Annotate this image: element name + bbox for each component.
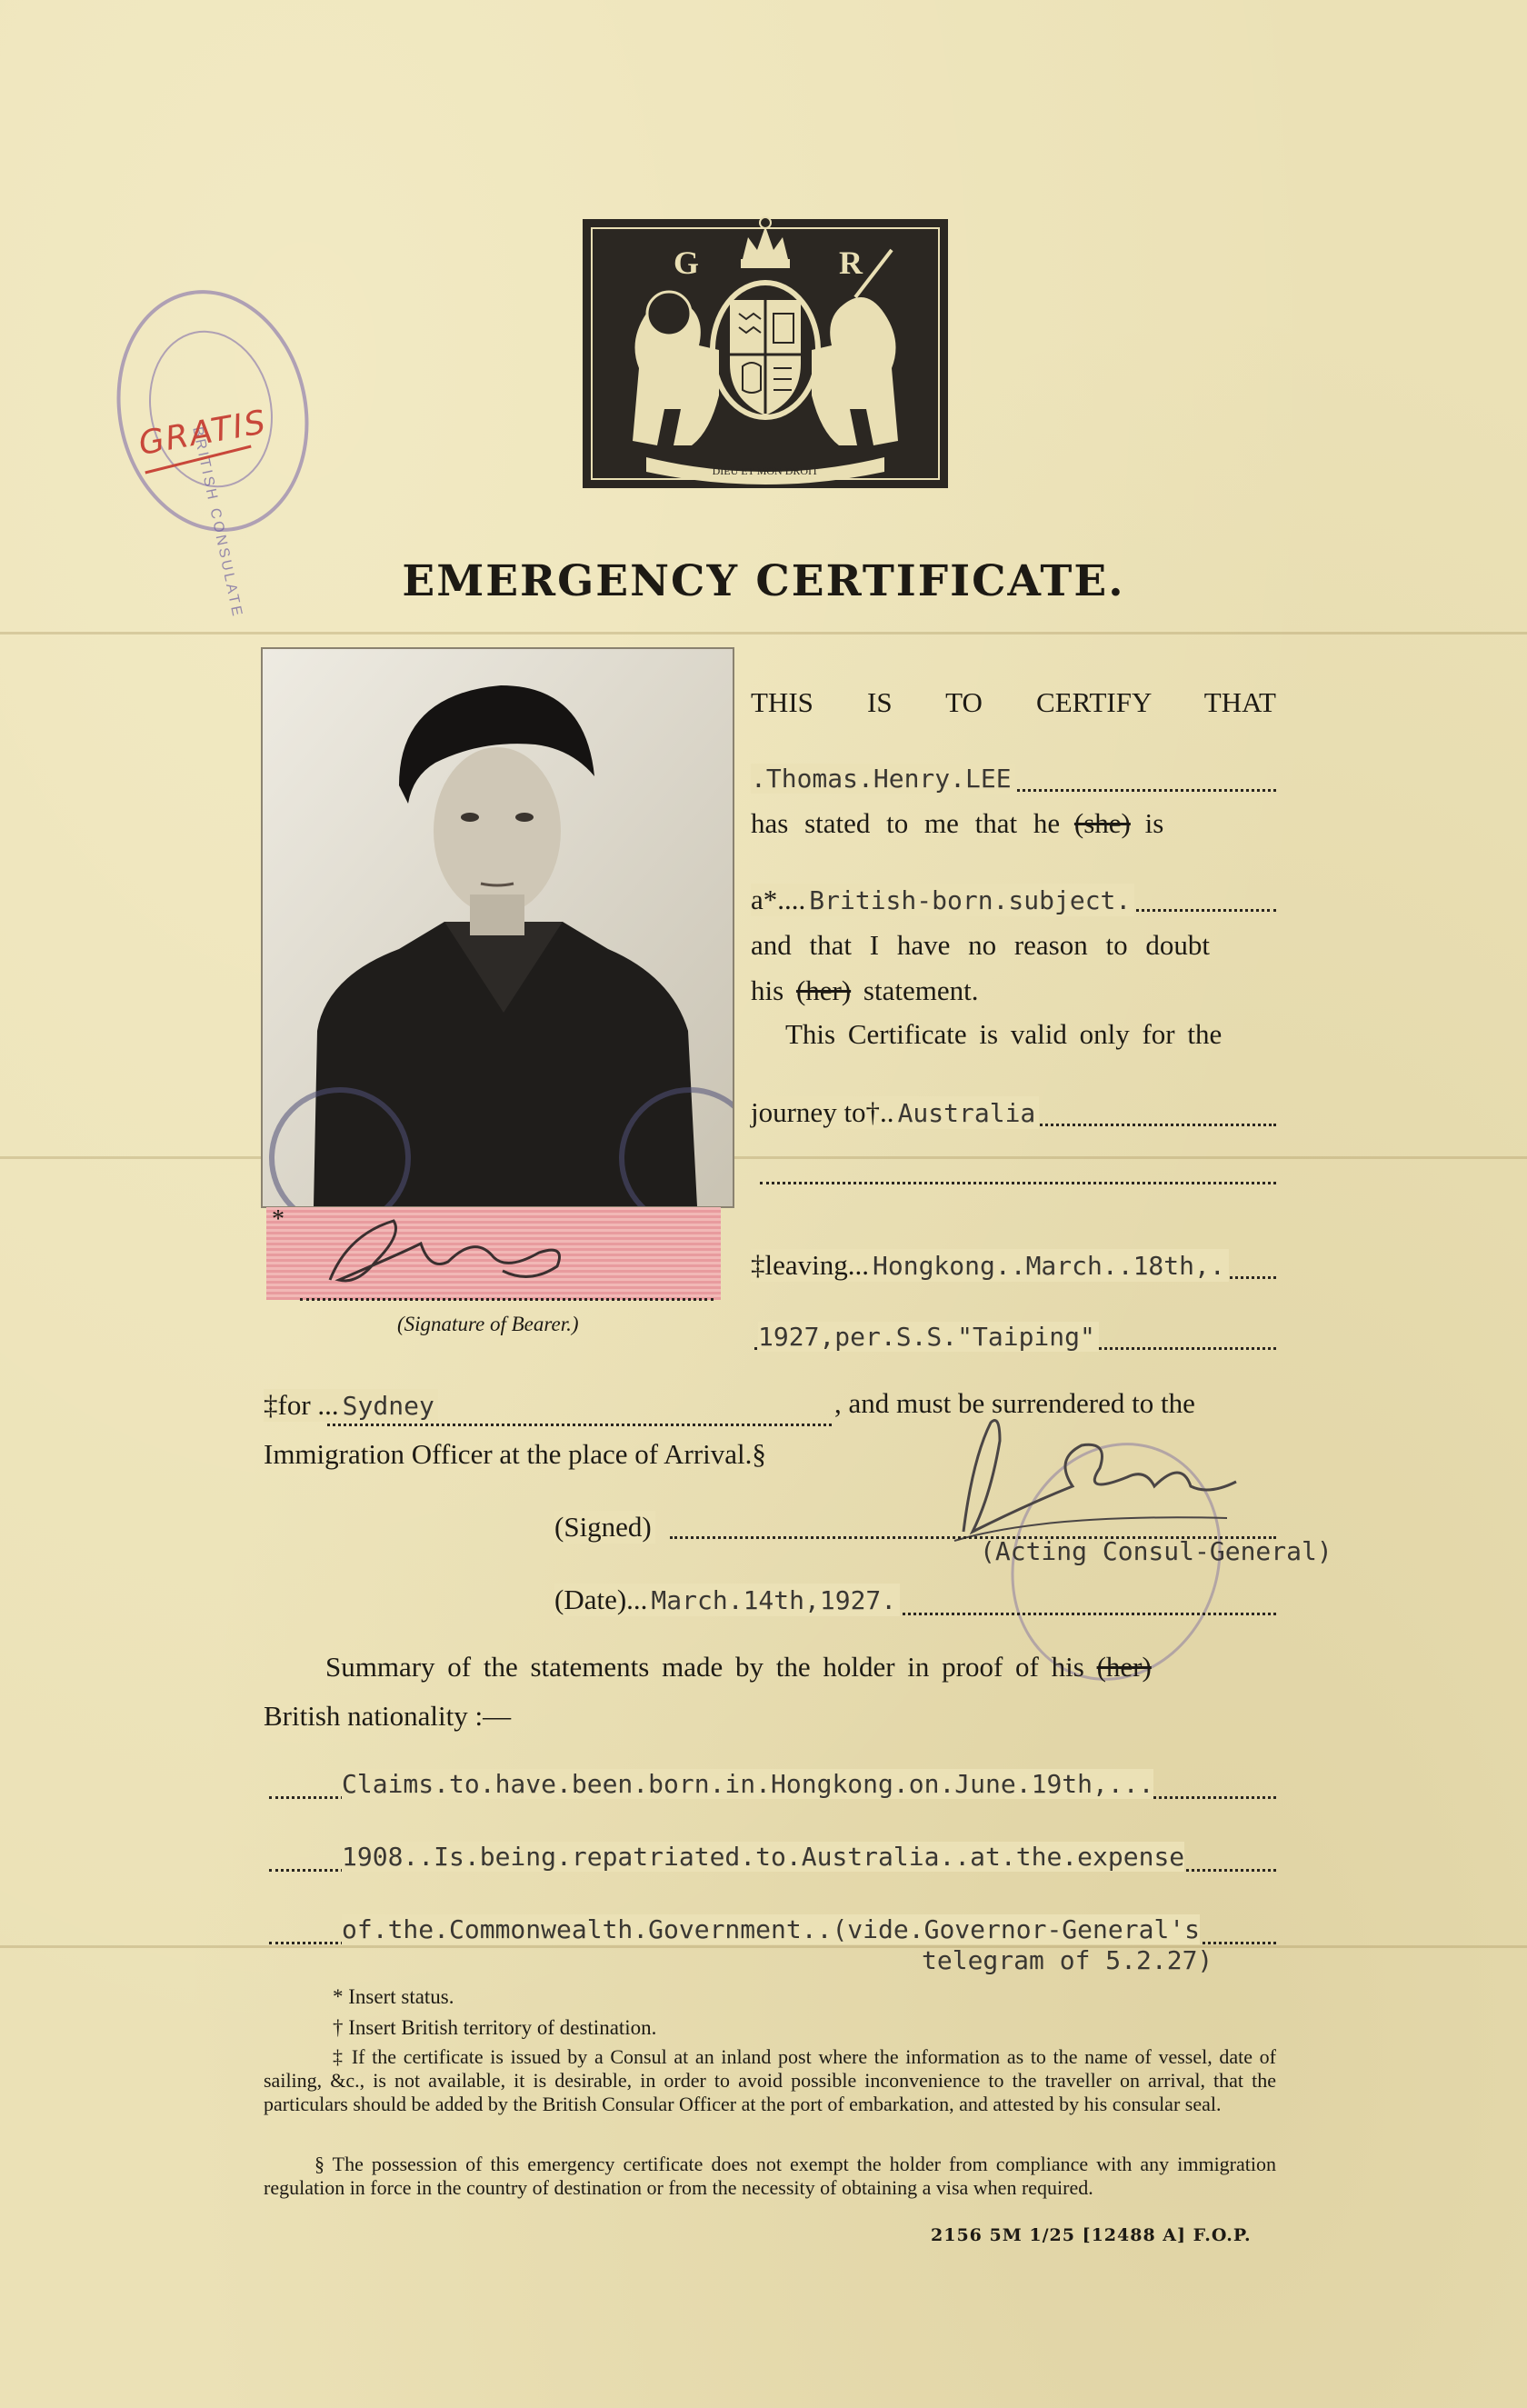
date-row <box>554 1584 900 1616</box>
bearer-photo <box>263 649 733 1206</box>
is-text: is <box>1144 807 1164 839</box>
leaving-details: Hongkong..March..18th,. <box>873 1251 1225 1281</box>
signed-label: (Signed) <box>554 1511 655 1544</box>
arms-letter-r: R <box>839 245 863 281</box>
journey-row <box>751 1096 1039 1129</box>
arms-motto: DIEU ET MON DROIT <box>712 465 819 477</box>
consulate-stamp <box>118 289 309 621</box>
fold-line <box>0 1156 1527 1159</box>
signature-line <box>300 1298 714 1301</box>
for-row <box>264 1389 438 1422</box>
summary-text-1: Claims.to.have.been.born.in.Hongkong.on.June.19th,... <box>342 1769 1154 1799</box>
signature-marker: * <box>272 1205 284 1234</box>
leaving-prefix: ‡leaving... <box>751 1249 869 1281</box>
summary-struck-her: (her) <box>1096 1651 1152 1683</box>
leaving-row <box>751 1249 1229 1282</box>
stamp-gratis-text: GRATIS <box>135 403 270 464</box>
summary-text-3: of.the.Commonwealth.Government..(vide.Governor-General's <box>342 1914 1201 1944</box>
certify-heading: THIS IS TO CERTIFY THAT <box>751 686 1276 718</box>
status-row <box>751 884 1134 916</box>
signer-title: (Acting Consul-General) <box>980 1536 1332 1566</box>
for-prefix: ‡for ... <box>264 1389 339 1421</box>
statement-line <box>751 974 978 1007</box>
summary-intro: Summary of the statements made by the holder in proof of his <box>325 1651 1084 1683</box>
summary-intro-line <box>325 1651 1276 1684</box>
footnote-immigration: § The possession of this emergency certificate does not exempt the holder from compliance with any immigration regulation in force in the country of destination or from the necessity of obtaining a visa when required. <box>264 2153 1276 2199</box>
blank-dotted-line <box>760 1182 1276 1184</box>
year-ship: 1927,per.S.S."Taiping" <box>758 1322 1099 1352</box>
for-place: Sydney <box>342 1391 434 1421</box>
certificate-title: EMERGENCY CERTIFICATE. <box>402 556 1125 606</box>
arms-letter-g: G <box>674 245 700 281</box>
footnote-consul: ‡ If the certificate is issued by a Consul at an inland post where the information as to the name of vessel, date of sailing, &c., is not available, it is desirable, in order to avoid possible inconvenience to the traveller on arrival, that the particulars should be added by the British Consular Officer at the port of embarkation, and attested by his consular seal. <box>264 2045 1276 2115</box>
surrender-text: , and must be surrendered to the <box>834 1387 1195 1419</box>
summary-text-2: 1908..Is.being.repatriated.to.Australia..at.the.expense <box>342 1842 1185 1872</box>
immigration-text: Immigration Officer at the place of Arrival.§ <box>264 1438 766 1470</box>
statement-text: statement. <box>863 974 979 1006</box>
bearer-signature-strip <box>266 1207 721 1300</box>
royal-coat-of-arms <box>583 214 948 488</box>
stated-line <box>751 807 1276 840</box>
his-text: his <box>751 974 784 1006</box>
bearer-signature-icon <box>266 1207 721 1300</box>
bearer-status: British-born.subject. <box>809 885 1132 915</box>
print-code: 2156 5M 1/25 [12488 A] F.O.P. <box>931 2225 1252 2245</box>
doubt-line: and that I have no reason to doubt <box>751 929 1210 961</box>
struck-her: (her) <box>795 974 852 1006</box>
fold-line <box>0 1945 1527 1948</box>
destination: Australia <box>897 1098 1036 1128</box>
date-label: (Date)... <box>554 1584 648 1615</box>
signature-caption: (Signature of Bearer.) <box>397 1313 579 1335</box>
signed-line <box>670 1509 1276 1539</box>
valid-line: This Certificate is valid only for the <box>785 1018 1223 1050</box>
summary-nationality: British nationality :— <box>264 1700 512 1732</box>
journey-prefix: journey to†.. <box>751 1096 894 1128</box>
footnote-territory: † Insert British territory of destination. <box>333 2016 657 2039</box>
footnote-status: * Insert status. <box>333 1985 454 2008</box>
fold-line <box>0 632 1527 634</box>
status-prefix: a*.... <box>751 884 806 915</box>
stated-text: has stated to me that he <box>751 807 1061 839</box>
issue-date: March.14th,1927. <box>651 1585 897 1615</box>
stamp-ring-text: BRITISH CONSULATE <box>189 425 245 621</box>
bearer-name: .Thomas.Henry.LEE <box>751 764 1015 794</box>
summary-tail: telegram of 5.2.27) <box>922 1945 1213 1975</box>
coat-of-arms-icon <box>583 214 948 488</box>
struck-she: (she) <box>1073 807 1131 839</box>
